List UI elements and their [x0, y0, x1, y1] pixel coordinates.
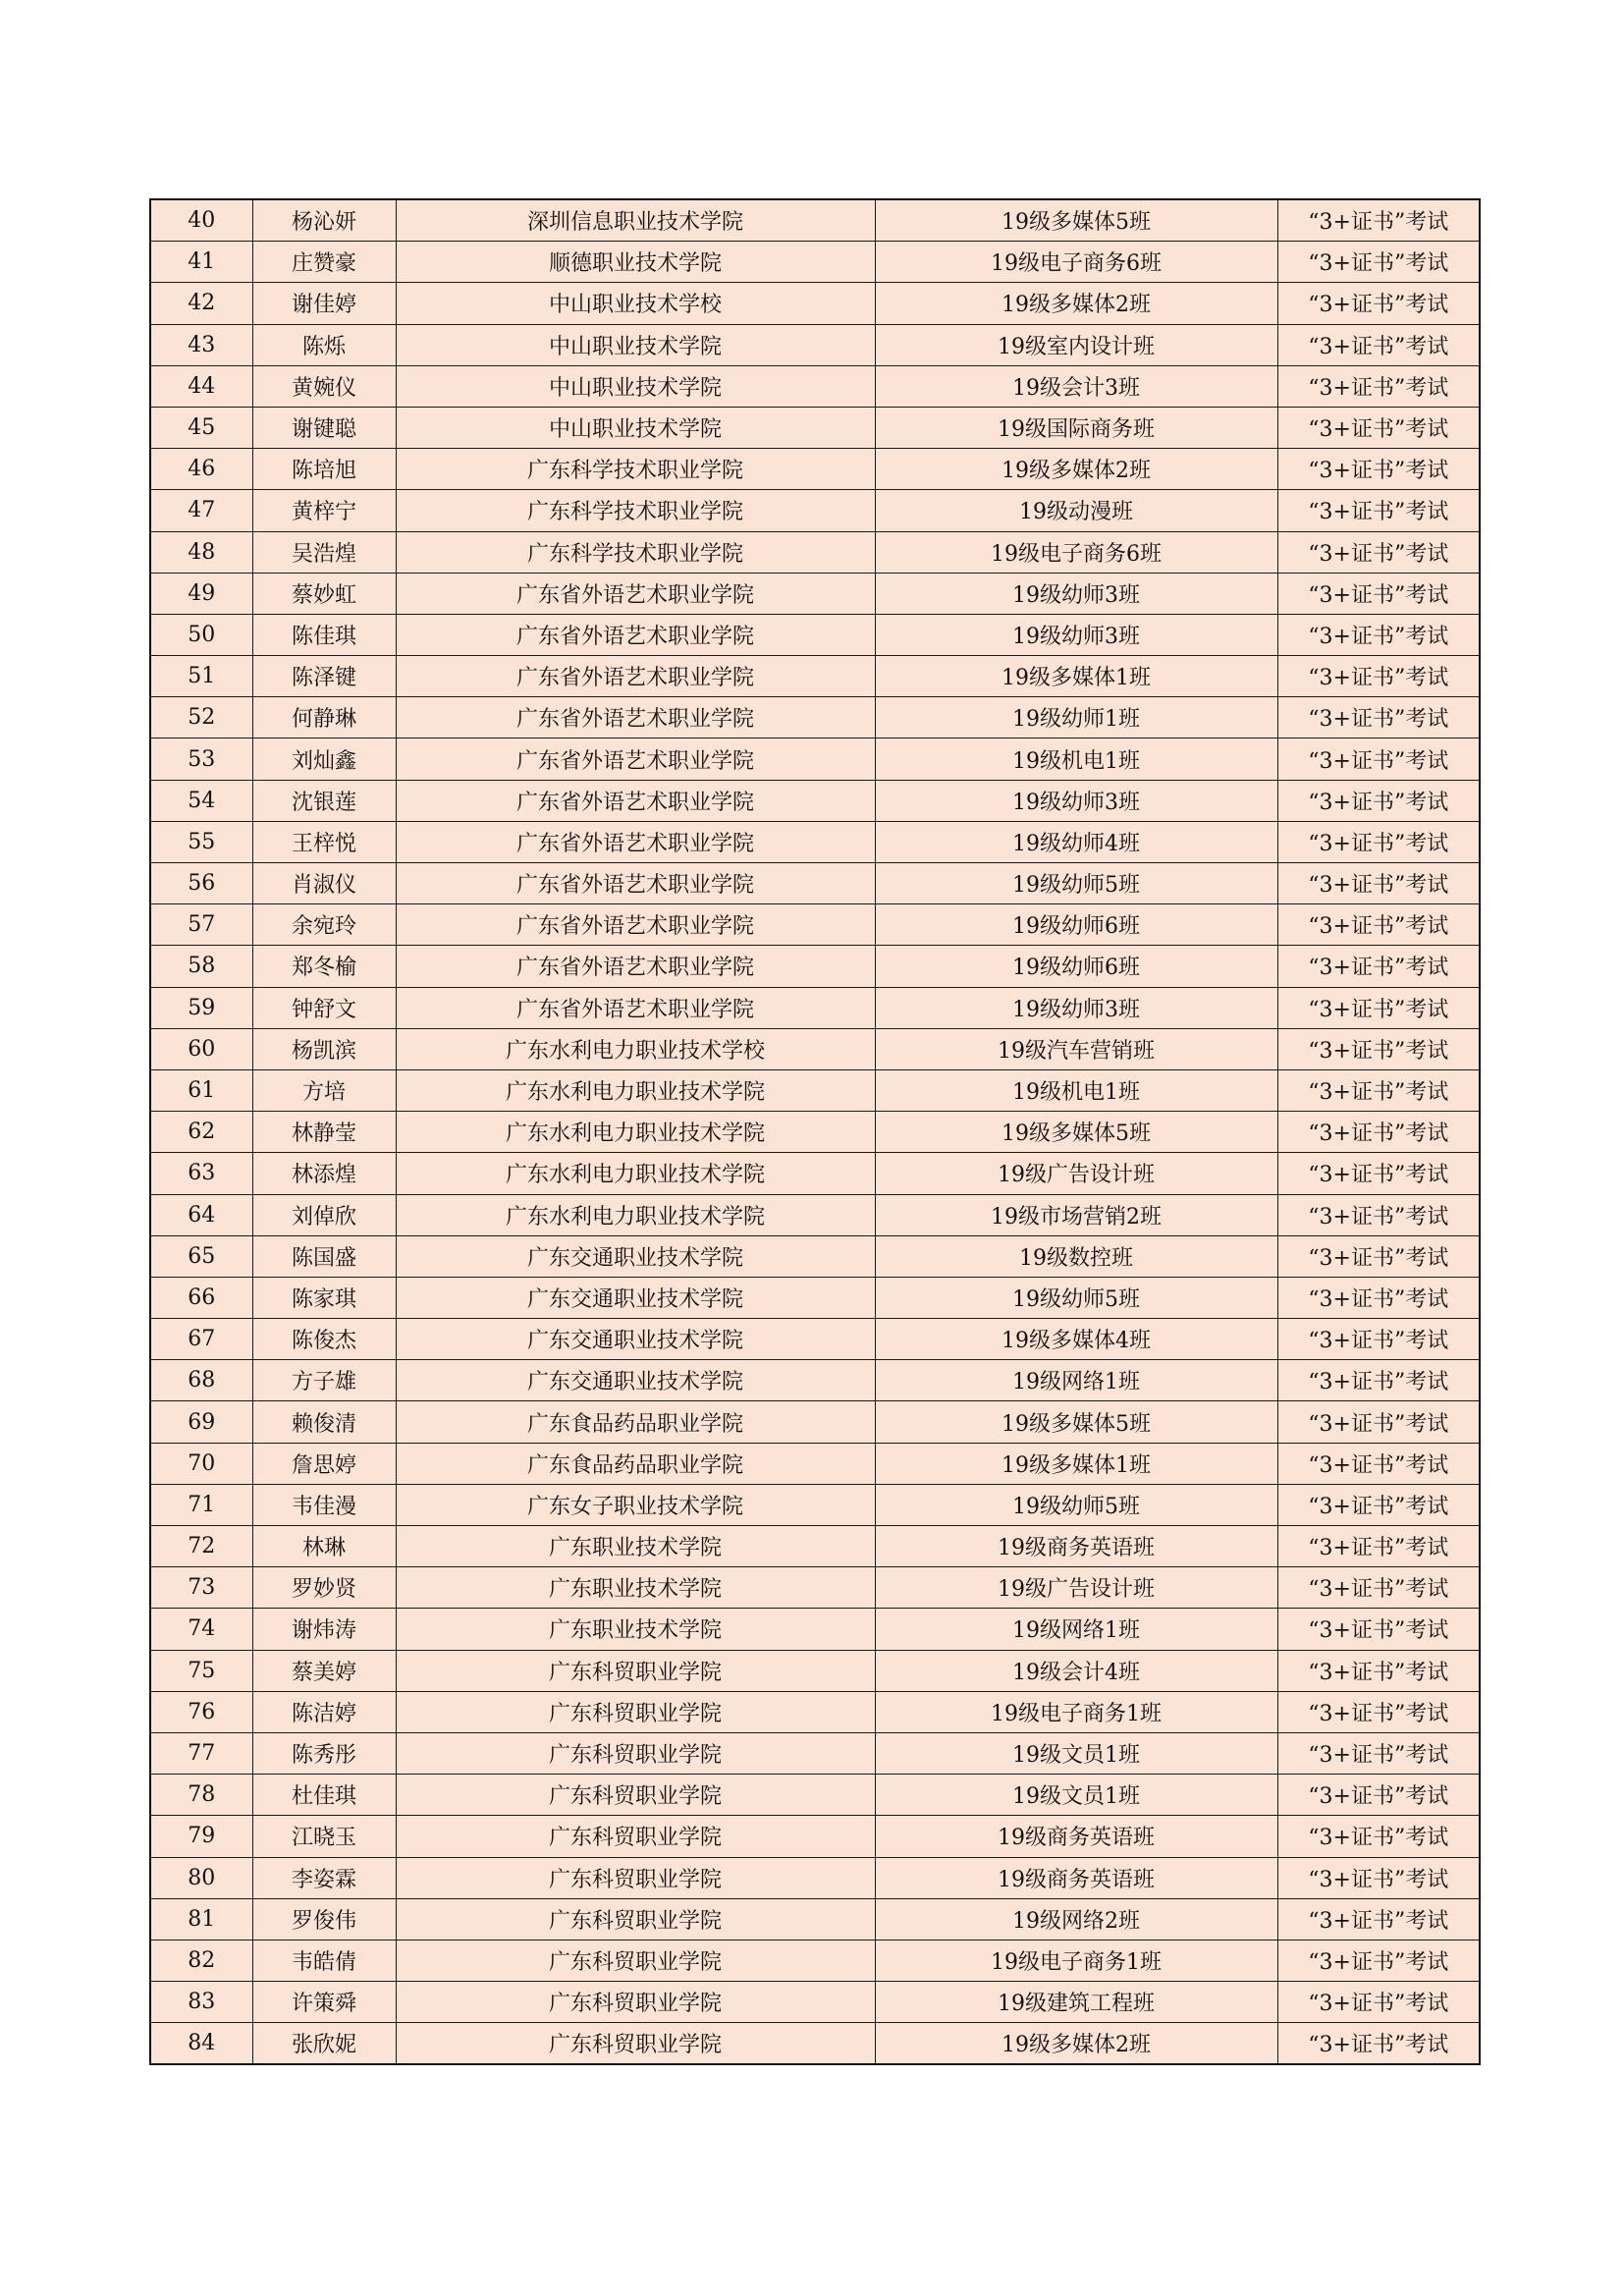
row-number-cell: 61 — [150, 1069, 252, 1111]
class-cell: 19级商务英语班 — [875, 1857, 1277, 1898]
admitted-school-cell: 广东省外语艺术职业学院 — [396, 656, 875, 697]
class-cell: 19级幼师5班 — [875, 1277, 1277, 1318]
table-row — [150, 1940, 1480, 1981]
admission-method-cell: “3+证书”考试 — [1277, 1898, 1480, 1940]
student-name-cell: 庄赞豪 — [252, 242, 396, 283]
class-cell: 19级市场营销2班 — [875, 1194, 1277, 1235]
student-name-cell: 郑冬榆 — [252, 946, 396, 987]
table-row — [150, 242, 1480, 283]
student-name-cell: 许策舜 — [252, 1982, 396, 2023]
table-row — [150, 283, 1480, 324]
admission-method-cell: “3+证书”考试 — [1277, 1982, 1480, 2023]
class-cell: 19级多媒体1班 — [875, 656, 1277, 697]
row-number-cell: 65 — [150, 1235, 252, 1277]
admitted-school-cell: 广东职业技术学院 — [396, 1609, 875, 1650]
table-row — [150, 1069, 1480, 1111]
class-cell: 19级多媒体5班 — [875, 199, 1277, 242]
admission-method-cell: “3+证书”考试 — [1277, 283, 1480, 324]
student-name-cell: 谢键聪 — [252, 407, 396, 448]
admission-method-cell: “3+证书”考试 — [1277, 1235, 1480, 1277]
class-cell: 19级商务英语班 — [875, 1816, 1277, 1857]
admitted-school-cell: 广东省外语艺术职业学院 — [396, 987, 875, 1028]
admitted-school-cell: 广东科贸职业学院 — [396, 1898, 875, 1940]
admission-method-cell: “3+证书”考试 — [1277, 614, 1480, 655]
row-number-cell: 45 — [150, 407, 252, 448]
admitted-school-cell: 广东水利电力职业技术学院 — [396, 1194, 875, 1235]
row-number-cell: 59 — [150, 987, 252, 1028]
row-number-cell: 58 — [150, 946, 252, 987]
table-row — [150, 946, 1480, 987]
row-number-cell: 43 — [150, 324, 252, 365]
class-cell: 19级文员1班 — [875, 1732, 1277, 1774]
student-name-cell: 江晓玉 — [252, 1816, 396, 1857]
admitted-school-cell: 广东交通职业技术学院 — [396, 1319, 875, 1360]
class-cell: 19级数控班 — [875, 1235, 1277, 1277]
table-row — [150, 821, 1480, 862]
class-cell: 19级多媒体5班 — [875, 1401, 1277, 1443]
table-row — [150, 531, 1480, 573]
student-name-cell: 何静琳 — [252, 697, 396, 738]
student-name-cell: 陈洁婷 — [252, 1691, 396, 1732]
class-cell: 19级广告设计班 — [875, 1567, 1277, 1609]
class-cell: 19级网络1班 — [875, 1360, 1277, 1401]
student-name-cell: 韦皓倩 — [252, 1940, 396, 1981]
admission-method-cell: “3+证书”考试 — [1277, 1732, 1480, 1774]
admission-method-cell: “3+证书”考试 — [1277, 1857, 1480, 1898]
table-row — [150, 1775, 1480, 1816]
table-row — [150, 1691, 1480, 1732]
table-row — [150, 1235, 1480, 1277]
admitted-school-cell: 广东科学技术职业学院 — [396, 449, 875, 490]
row-number-cell: 67 — [150, 1319, 252, 1360]
class-cell: 19级电子商务6班 — [875, 531, 1277, 573]
admitted-school-cell: 广东科贸职业学院 — [396, 1732, 875, 1774]
admitted-school-cell: 广东省外语艺术职业学院 — [396, 946, 875, 987]
admitted-school-cell: 广东科贸职业学院 — [396, 2023, 875, 2065]
student-name-cell: 韦佳漫 — [252, 1484, 396, 1525]
row-number-cell: 70 — [150, 1443, 252, 1484]
admitted-school-cell: 广东职业技术学院 — [396, 1567, 875, 1609]
admission-list-table — [149, 198, 1481, 2065]
table-row — [150, 1401, 1480, 1443]
admission-method-cell: “3+证书”考试 — [1277, 1360, 1480, 1401]
class-cell: 19级电子商务1班 — [875, 1940, 1277, 1981]
row-number-cell: 75 — [150, 1650, 252, 1691]
admitted-school-cell: 广东省外语艺术职业学院 — [396, 821, 875, 862]
admitted-school-cell: 广东交通职业技术学院 — [396, 1235, 875, 1277]
table-row — [150, 1153, 1480, 1194]
student-name-cell: 陈俊杰 — [252, 1319, 396, 1360]
admission-method-cell: “3+证书”考试 — [1277, 780, 1480, 821]
student-name-cell: 陈烁 — [252, 324, 396, 365]
row-number-cell: 52 — [150, 697, 252, 738]
table-row — [150, 904, 1480, 946]
admitted-school-cell: 广东科学技术职业学院 — [396, 531, 875, 573]
student-name-cell: 林静莹 — [252, 1112, 396, 1153]
student-name-cell: 王梓悦 — [252, 821, 396, 862]
row-number-cell: 60 — [150, 1028, 252, 1069]
admitted-school-cell: 广东省外语艺术职业学院 — [396, 780, 875, 821]
table-row — [150, 199, 1480, 242]
row-number-cell: 71 — [150, 1484, 252, 1525]
admitted-school-cell: 中山职业技术学院 — [396, 407, 875, 448]
admission-method-cell: “3+证书”考试 — [1277, 365, 1480, 407]
admission-method-cell: “3+证书”考试 — [1277, 1484, 1480, 1525]
table-row — [150, 1609, 1480, 1650]
row-number-cell: 78 — [150, 1775, 252, 1816]
row-number-cell: 42 — [150, 283, 252, 324]
table-row — [150, 1112, 1480, 1153]
admitted-school-cell: 广东科贸职业学院 — [396, 1691, 875, 1732]
table-row — [150, 863, 1480, 904]
admission-method-cell: “3+证书”考试 — [1277, 490, 1480, 531]
admitted-school-cell: 广东省外语艺术职业学院 — [396, 738, 875, 780]
table-row — [150, 407, 1480, 448]
table-row — [150, 324, 1480, 365]
admitted-school-cell: 广东科贸职业学院 — [396, 1982, 875, 2023]
row-number-cell: 50 — [150, 614, 252, 655]
class-cell: 19级多媒体5班 — [875, 1112, 1277, 1153]
table-row — [150, 1360, 1480, 1401]
admitted-school-cell: 广东省外语艺术职业学院 — [396, 863, 875, 904]
student-name-cell: 陈泽键 — [252, 656, 396, 697]
admission-method-cell: “3+证书”考试 — [1277, 242, 1480, 283]
table-row — [150, 1982, 1480, 2023]
row-number-cell: 64 — [150, 1194, 252, 1235]
class-cell: 19级建筑工程班 — [875, 1982, 1277, 2023]
row-number-cell: 62 — [150, 1112, 252, 1153]
class-cell: 19级文员1班 — [875, 1775, 1277, 1816]
admission-method-cell: “3+证书”考试 — [1277, 1319, 1480, 1360]
student-name-cell: 余宛玲 — [252, 904, 396, 946]
student-name-cell: 谢佳婷 — [252, 283, 396, 324]
student-name-cell: 蔡妙虹 — [252, 573, 396, 614]
student-name-cell: 李姿霖 — [252, 1857, 396, 1898]
student-name-cell: 方培 — [252, 1069, 396, 1111]
row-number-cell: 68 — [150, 1360, 252, 1401]
student-name-cell: 陈家琪 — [252, 1277, 396, 1318]
admission-method-cell: “3+证书”考试 — [1277, 1401, 1480, 1443]
class-cell: 19级机电1班 — [875, 1069, 1277, 1111]
table-row — [150, 1277, 1480, 1318]
row-number-cell: 81 — [150, 1898, 252, 1940]
class-cell: 19级动漫班 — [875, 490, 1277, 531]
table-body — [150, 199, 1480, 2064]
class-cell: 19级网络1班 — [875, 1609, 1277, 1650]
admission-method-cell: “3+证书”考试 — [1277, 1940, 1480, 1981]
admission-method-cell: “3+证书”考试 — [1277, 407, 1480, 448]
class-cell: 19级幼师6班 — [875, 946, 1277, 987]
admitted-school-cell: 广东水利电力职业技术学院 — [396, 1069, 875, 1111]
table-row — [150, 1567, 1480, 1609]
student-name-cell: 方子雄 — [252, 1360, 396, 1401]
admission-method-cell: “3+证书”考试 — [1277, 987, 1480, 1028]
admission-method-cell: “3+证书”考试 — [1277, 2023, 1480, 2065]
admission-method-cell: “3+证书”考试 — [1277, 1775, 1480, 1816]
table-row — [150, 490, 1480, 531]
table-row — [150, 2023, 1480, 2065]
student-name-cell: 杜佳琪 — [252, 1775, 396, 1816]
admitted-school-cell: 广东科贸职业学院 — [396, 1816, 875, 1857]
class-cell: 19级国际商务班 — [875, 407, 1277, 448]
student-name-cell: 蔡美婷 — [252, 1650, 396, 1691]
row-number-cell: 48 — [150, 531, 252, 573]
student-name-cell: 陈佳琪 — [252, 614, 396, 655]
row-number-cell: 73 — [150, 1567, 252, 1609]
student-name-cell: 陈秀彤 — [252, 1732, 396, 1774]
admission-method-cell: “3+证书”考试 — [1277, 1650, 1480, 1691]
admitted-school-cell: 顺德职业技术学院 — [396, 242, 875, 283]
table-row — [150, 780, 1480, 821]
admitted-school-cell: 中山职业技术学校 — [396, 283, 875, 324]
row-number-cell: 51 — [150, 656, 252, 697]
table-row — [150, 1443, 1480, 1484]
class-cell: 19级会计4班 — [875, 1650, 1277, 1691]
admission-method-cell: “3+证书”考试 — [1277, 199, 1480, 242]
admission-method-cell: “3+证书”考试 — [1277, 1526, 1480, 1567]
table-row — [150, 1857, 1480, 1898]
student-name-cell: 谢炜涛 — [252, 1609, 396, 1650]
student-name-cell: 刘灿鑫 — [252, 738, 396, 780]
table-row — [150, 449, 1480, 490]
row-number-cell: 79 — [150, 1816, 252, 1857]
table-row — [150, 365, 1480, 407]
table-row — [150, 656, 1480, 697]
table-row — [150, 987, 1480, 1028]
table-row — [150, 1484, 1480, 1525]
student-name-cell: 钟舒文 — [252, 987, 396, 1028]
admitted-school-cell: 广东省外语艺术职业学院 — [396, 697, 875, 738]
table-row — [150, 1816, 1480, 1857]
student-name-cell: 陈国盛 — [252, 1235, 396, 1277]
class-cell: 19级幼师1班 — [875, 697, 1277, 738]
admitted-school-cell: 广东食品药品职业学院 — [396, 1401, 875, 1443]
admitted-school-cell: 广东交通职业技术学院 — [396, 1360, 875, 1401]
table-row — [150, 1028, 1480, 1069]
table-row — [150, 573, 1480, 614]
class-cell: 19级广告设计班 — [875, 1153, 1277, 1194]
row-number-cell: 69 — [150, 1401, 252, 1443]
admission-method-cell: “3+证书”考试 — [1277, 1069, 1480, 1111]
admitted-school-cell: 广东水利电力职业技术学校 — [396, 1028, 875, 1069]
row-number-cell: 72 — [150, 1526, 252, 1567]
student-name-cell: 赖俊清 — [252, 1401, 396, 1443]
admission-method-cell: “3+证书”考试 — [1277, 1112, 1480, 1153]
admitted-school-cell: 广东科贸职业学院 — [396, 1940, 875, 1981]
student-name-cell: 罗妙贤 — [252, 1567, 396, 1609]
admission-method-cell: “3+证书”考试 — [1277, 1567, 1480, 1609]
class-cell: 19级多媒体2班 — [875, 449, 1277, 490]
admitted-school-cell: 广东职业技术学院 — [396, 1526, 875, 1567]
row-number-cell: 53 — [150, 738, 252, 780]
class-cell: 19级多媒体4班 — [875, 1319, 1277, 1360]
admitted-school-cell: 广东科贸职业学院 — [396, 1775, 875, 1816]
row-number-cell: 57 — [150, 904, 252, 946]
admitted-school-cell: 广东水利电力职业技术学院 — [396, 1153, 875, 1194]
admitted-school-cell: 广东女子职业技术学院 — [396, 1484, 875, 1525]
student-name-cell: 罗俊伟 — [252, 1898, 396, 1940]
class-cell: 19级多媒体2班 — [875, 2023, 1277, 2065]
class-cell: 19级幼师4班 — [875, 821, 1277, 862]
class-cell: 19级多媒体1班 — [875, 1443, 1277, 1484]
student-name-cell: 吴浩煌 — [252, 531, 396, 573]
admission-method-cell: “3+证书”考试 — [1277, 324, 1480, 365]
class-cell: 19级网络2班 — [875, 1898, 1277, 1940]
class-cell: 19级幼师6班 — [875, 904, 1277, 946]
table-row — [150, 738, 1480, 780]
row-number-cell: 80 — [150, 1857, 252, 1898]
admitted-school-cell: 中山职业技术学院 — [396, 365, 875, 407]
admission-method-cell: “3+证书”考试 — [1277, 656, 1480, 697]
row-number-cell: 63 — [150, 1153, 252, 1194]
table-row — [150, 1319, 1480, 1360]
admitted-school-cell: 广东省外语艺术职业学院 — [396, 573, 875, 614]
admitted-school-cell: 广东食品药品职业学院 — [396, 1443, 875, 1484]
table-row — [150, 697, 1480, 738]
table-row — [150, 614, 1480, 655]
admission-method-cell: “3+证书”考试 — [1277, 1028, 1480, 1069]
admission-method-cell: “3+证书”考试 — [1277, 1153, 1480, 1194]
row-number-cell: 41 — [150, 242, 252, 283]
table-row — [150, 1898, 1480, 1940]
admitted-school-cell: 广东科学技术职业学院 — [396, 490, 875, 531]
row-number-cell: 83 — [150, 1982, 252, 2023]
class-cell: 19级电子商务1班 — [875, 1691, 1277, 1732]
student-name-cell: 肖淑仪 — [252, 863, 396, 904]
class-cell: 19级电子商务6班 — [875, 242, 1277, 283]
row-number-cell: 76 — [150, 1691, 252, 1732]
admission-method-cell: “3+证书”考试 — [1277, 697, 1480, 738]
class-cell: 19级幼师3班 — [875, 780, 1277, 821]
row-number-cell: 77 — [150, 1732, 252, 1774]
student-name-cell: 陈培旭 — [252, 449, 396, 490]
row-number-cell: 84 — [150, 2023, 252, 2065]
admission-method-cell: “3+证书”考试 — [1277, 573, 1480, 614]
admitted-school-cell: 广东科贸职业学院 — [396, 1650, 875, 1691]
row-number-cell: 56 — [150, 863, 252, 904]
admitted-school-cell: 深圳信息职业技术学院 — [396, 199, 875, 242]
admission-method-cell: “3+证书”考试 — [1277, 1277, 1480, 1318]
admission-method-cell: “3+证书”考试 — [1277, 1443, 1480, 1484]
admitted-school-cell: 广东省外语艺术职业学院 — [396, 904, 875, 946]
class-cell: 19级会计3班 — [875, 365, 1277, 407]
student-name-cell: 刘倬欣 — [252, 1194, 396, 1235]
row-number-cell: 82 — [150, 1940, 252, 1981]
class-cell: 19级幼师5班 — [875, 1484, 1277, 1525]
class-cell: 19级多媒体2班 — [875, 283, 1277, 324]
table-row — [150, 1526, 1480, 1567]
class-cell: 19级室内设计班 — [875, 324, 1277, 365]
student-name-cell: 杨沁妍 — [252, 199, 396, 242]
admission-method-cell: “3+证书”考试 — [1277, 449, 1480, 490]
admission-method-cell: “3+证书”考试 — [1277, 821, 1480, 862]
row-number-cell: 74 — [150, 1609, 252, 1650]
admission-method-cell: “3+证书”考试 — [1277, 531, 1480, 573]
table-row — [150, 1732, 1480, 1774]
student-name-cell: 黄梓宁 — [252, 490, 396, 531]
admitted-school-cell: 广东水利电力职业技术学院 — [396, 1112, 875, 1153]
class-cell: 19级幼师3班 — [875, 987, 1277, 1028]
student-name-cell: 张欣妮 — [252, 2023, 396, 2065]
class-cell: 19级幼师3班 — [875, 573, 1277, 614]
class-cell: 19级机电1班 — [875, 738, 1277, 780]
table-row — [150, 1650, 1480, 1691]
admitted-school-cell: 中山职业技术学院 — [396, 324, 875, 365]
class-cell: 19级幼师5班 — [875, 863, 1277, 904]
table-row — [150, 1194, 1480, 1235]
student-name-cell: 詹思婷 — [252, 1443, 396, 1484]
student-name-cell: 杨凯滨 — [252, 1028, 396, 1069]
row-number-cell: 66 — [150, 1277, 252, 1318]
student-name-cell: 黄婉仪 — [252, 365, 396, 407]
admission-method-cell: “3+证书”考试 — [1277, 863, 1480, 904]
admission-method-cell: “3+证书”考试 — [1277, 1194, 1480, 1235]
student-name-cell: 林琳 — [252, 1526, 396, 1567]
admitted-school-cell: 广东科贸职业学院 — [396, 1857, 875, 1898]
class-cell: 19级商务英语班 — [875, 1526, 1277, 1567]
row-number-cell: 46 — [150, 449, 252, 490]
row-number-cell: 47 — [150, 490, 252, 531]
row-number-cell: 40 — [150, 199, 252, 242]
row-number-cell: 55 — [150, 821, 252, 862]
student-name-cell: 林添煌 — [252, 1153, 396, 1194]
admitted-school-cell: 广东交通职业技术学院 — [396, 1277, 875, 1318]
class-cell: 19级汽车营销班 — [875, 1028, 1277, 1069]
admission-method-cell: “3+证书”考试 — [1277, 904, 1480, 946]
row-number-cell: 49 — [150, 573, 252, 614]
row-number-cell: 54 — [150, 780, 252, 821]
class-cell: 19级幼师3班 — [875, 614, 1277, 655]
admission-method-cell: “3+证书”考试 — [1277, 1609, 1480, 1650]
student-name-cell: 沈银莲 — [252, 780, 396, 821]
admission-method-cell: “3+证书”考试 — [1277, 738, 1480, 780]
row-number-cell: 44 — [150, 365, 252, 407]
admission-method-cell: “3+证书”考试 — [1277, 1816, 1480, 1857]
admission-method-cell: “3+证书”考试 — [1277, 1691, 1480, 1732]
admission-method-cell: “3+证书”考试 — [1277, 946, 1480, 987]
admitted-school-cell: 广东省外语艺术职业学院 — [396, 614, 875, 655]
